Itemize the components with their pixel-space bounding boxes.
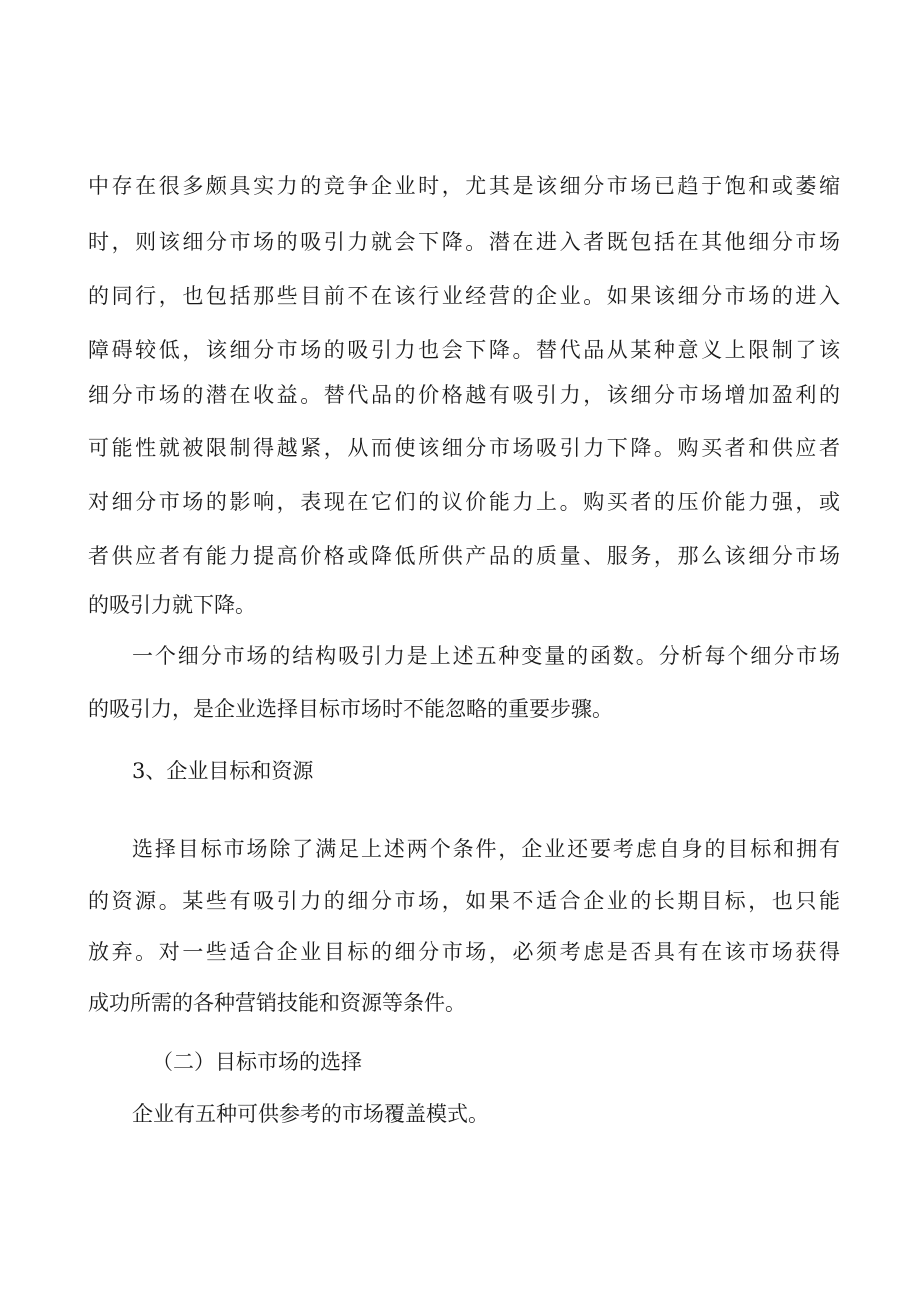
paragraph-2-line-1: 一个细分市场的结构吸引力是上述五种变量的函数。分析每个细分市场 bbox=[132, 644, 840, 668]
paragraph-1-line-1: 中存在很多颇具实力的竞争企业时，尤其是该细分市场已趋于饱和或萎缩 bbox=[88, 174, 840, 198]
paragraph-1-line-6: 可能性就被限制得越紧，从而使该细分市场吸引力下降。购买者和供应者 bbox=[88, 436, 840, 460]
paragraph-3-line-2: 的资源。某些有吸引力的细分市场，如果不适合企业的长期目标，也只能 bbox=[88, 889, 840, 913]
paragraph-1-line-5: 细分市场的潜在收益。替代品的价格越有吸引力，该细分市场增加盈利的 bbox=[88, 383, 840, 407]
paragraph-1-line-8: 者供应者有能力提高价格或降低所供产品的质量、服务，那么该细分市场 bbox=[88, 544, 840, 568]
section-heading: 3、企业目标和资源 bbox=[132, 759, 314, 783]
paragraph-2-line-2: 的吸引力，是企业选择目标市场时不能忽略的重要步骤。 bbox=[88, 697, 613, 721]
paragraph-3-line-4: 成功所需的各种营销技能和资源等条件。 bbox=[88, 991, 466, 1015]
paragraph-1-line-4: 障碍较低，该细分市场的吸引力也会下降。替代品从某种意义上限制了该 bbox=[88, 338, 840, 362]
subsection-heading: （二）目标市场的选择 bbox=[152, 1050, 362, 1074]
paragraph-1-line-2: 时，则该细分市场的吸引力就会下降。潜在进入者既包括在其他细分市场 bbox=[88, 230, 840, 254]
paragraph-1-line-9: 的吸引力就下降。 bbox=[88, 593, 256, 617]
paragraph-3-line-1: 选择目标市场除了满足上述两个条件，企业还要考虑自身的目标和拥有 bbox=[132, 837, 840, 861]
paragraph-1-line-3: 的同行，也包括那些目前不在该行业经营的企业。如果该细分市场的进入 bbox=[88, 284, 840, 308]
paragraph-4: 企业有五种可供参考的市场覆盖模式。 bbox=[132, 1102, 489, 1126]
paragraph-3-line-3: 放弃。对一些适合企业目标的细分市场，必须考虑是否具有在该市场获得 bbox=[88, 940, 840, 964]
paragraph-1-line-7: 对细分市场的影响，表现在它们的议价能力上。购买者的压价能力强，或 bbox=[88, 490, 840, 514]
